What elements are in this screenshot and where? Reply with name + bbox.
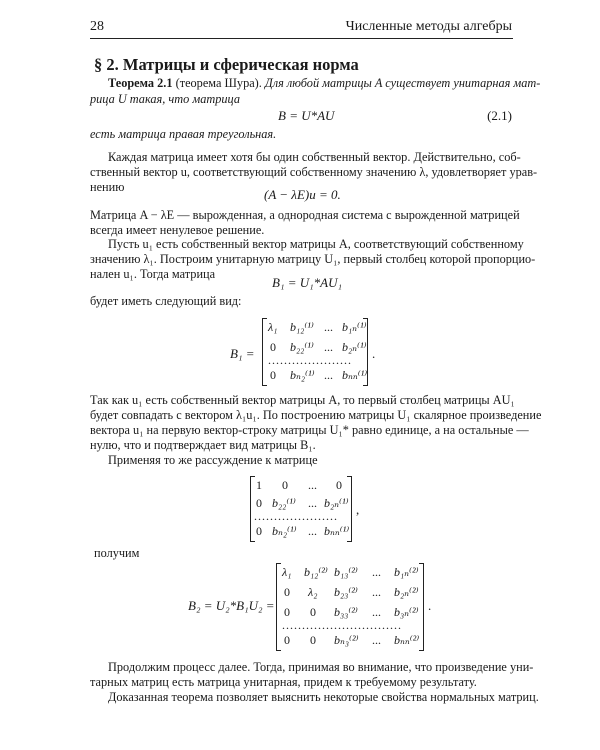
matrix-b1-end: . xyxy=(372,346,376,361)
matrix-b2-label: B₂ = U₂*B₁U₂ = xyxy=(188,598,275,613)
matrix-cell: ... xyxy=(324,320,333,334)
matrix-cell: λ₂ xyxy=(308,585,318,599)
matrix-dot-row: .............................. xyxy=(282,618,402,632)
para4-line-1: получим xyxy=(94,546,140,560)
para5-line-3: Доказанная теорема позволяет выяснить некоторые свойства нормальных матриц. xyxy=(108,690,539,704)
running-title: Численные методы алгебры xyxy=(345,19,512,34)
matrix-cell: 0 xyxy=(256,496,262,510)
left-bracket xyxy=(276,563,281,651)
matrix-cell: b₂₂⁽¹⁾ xyxy=(290,340,314,354)
matrix-cell: b₂ₙ⁽¹⁾ xyxy=(324,496,349,510)
matrix-cell: ... xyxy=(372,633,381,647)
para3-line-3: вектора u₁ на первую вектор-строку матрицы U₁* равно единице, а на остальные — xyxy=(90,423,529,437)
para2-line-2: значению λ₁. Построим унитарную матрицу U₁, первый столбец которой пропорцио- xyxy=(90,252,536,266)
matrix-cell: 0 xyxy=(270,340,276,354)
page-number: 28 xyxy=(90,19,104,34)
theorem-text-1: Для любой матрицы A существует унитарная мат- xyxy=(261,76,541,90)
matrix-cell: ... xyxy=(372,565,381,579)
matrix-cell: 0 xyxy=(284,633,290,647)
matrix-m-end: , xyxy=(356,502,360,517)
matrix-cell: bₙ₂⁽¹⁾ xyxy=(272,524,297,538)
matrix-cell: ... xyxy=(324,368,333,382)
para1-line-2: ственный вектор u, соответствующий собственному значению λ, удовлетворяет урав- xyxy=(90,165,538,179)
matrix-cell: b₂ₙ⁽²⁾ xyxy=(394,585,419,599)
matrix-cell: 0 xyxy=(284,605,290,619)
running-header xyxy=(90,19,512,37)
matrix-cell: 0 xyxy=(284,585,290,599)
matrix-cell: b₂ₙ⁽¹⁾ xyxy=(342,340,367,354)
para1-line-1: Каждая матрица имеет хотя бы один собственный вектор. Действительно, соб- xyxy=(108,150,521,164)
matrix-b2-end: . xyxy=(428,598,432,613)
theorem-label: Теорема 2.1 xyxy=(108,76,173,90)
matrix-cell: b₃ₙ⁽²⁾ xyxy=(394,605,419,619)
eigen-equation: (A − λE)u = 0. xyxy=(264,187,341,202)
header-rule xyxy=(90,38,513,39)
para3-line-2: будет совпадать с вектором λ₁u₁. По построению матрицы U₁ скалярное произведение xyxy=(90,408,542,422)
matrix-cell: ... xyxy=(308,524,317,538)
equation-2-1: B = U*AU xyxy=(278,108,335,123)
matrix-dot-row: ..................... xyxy=(268,353,352,367)
matrix-cell: b₂₃⁽²⁾ xyxy=(334,585,358,599)
section-title: § 2. Матрицы и сферическая норма xyxy=(94,55,359,74)
equation-number-2-1: (2.1) xyxy=(487,108,512,123)
theorem-line-3: есть матрица правая треугольная. xyxy=(90,127,277,141)
matrix-cell: bₙₙ⁽¹⁾ xyxy=(342,368,368,382)
para3-line-1: Так как u₁ есть собственный вектор матрицы A, то первый столбец матрицы AU₁ xyxy=(90,393,515,407)
matrix-cell: b₂₂⁽¹⁾ xyxy=(272,496,296,510)
para5-line-1: Продолжим процесс далее. Тогда, принимая во внимание, что произведение уни- xyxy=(108,660,534,674)
right-bracket xyxy=(419,563,424,651)
matrix-cell: λ₁ xyxy=(282,565,292,579)
b1-equation: B₁ = U₁*AU₁ xyxy=(272,275,342,290)
matrix-b1-label: B₁ = xyxy=(230,346,255,361)
matrix-cell: λ₁ xyxy=(268,320,278,334)
matrix-cell: ... xyxy=(308,478,317,492)
theorem-attribution: (теорема Шура). xyxy=(172,76,262,90)
matrix-cell: bₙ₂⁽¹⁾ xyxy=(290,368,315,382)
para3-line-4: нулю, что и подтверждает вид матрицы B₁. xyxy=(90,438,316,452)
para2-line-4: будет иметь следующий вид: xyxy=(90,294,242,308)
para2-line-1: Пусть u₁ есть собственный вектор матрицы A, соответствующий собственному xyxy=(108,237,524,251)
para3-line-5: Применяя то же рассуждение к матрице xyxy=(108,453,318,467)
matrix-cell: bₙₙ⁽¹⁾ xyxy=(324,524,350,538)
matrix-cell: ... xyxy=(372,605,381,619)
matrix-cell: 0 xyxy=(336,478,342,492)
matrix-b2 xyxy=(276,563,424,651)
matrix-cell: bₙₙ⁽²⁾ xyxy=(394,633,420,647)
para2-line-3: нален u₁. Тогда матрица xyxy=(90,267,216,281)
matrix-m xyxy=(250,476,352,542)
matrix-cell: 0 xyxy=(310,633,316,647)
matrix-cell: 0 xyxy=(310,605,316,619)
matrix-cell: b₁ₙ⁽²⁾ xyxy=(394,565,419,579)
para1-line-3: нению xyxy=(90,180,125,194)
matrix-cell: 0 xyxy=(270,368,276,382)
para1-line-4: Матрица A − λE — вырожденная, а однородная система с вырожденной матрицей xyxy=(90,208,520,222)
matrix-cell: 0 xyxy=(282,478,288,492)
matrix-cell: b₁₂⁽¹⁾ xyxy=(290,320,314,334)
matrix-cell: bₙ₃⁽²⁾ xyxy=(334,633,359,647)
matrix-cell: b₁₂⁽²⁾ xyxy=(304,565,328,579)
matrix-cell: b₃₃⁽²⁾ xyxy=(334,605,358,619)
matrix-cell: 1 xyxy=(256,478,262,492)
para1-line-5: всегда имеет ненулевое решение. xyxy=(90,223,265,237)
matrix-cell: ... xyxy=(372,585,381,599)
matrix-cell: ... xyxy=(324,340,333,354)
matrix-b1 xyxy=(262,318,368,386)
matrix-cell: b₁ₙ⁽¹⁾ xyxy=(342,320,367,334)
matrix-cell: ... xyxy=(308,496,317,510)
theorem-line-2: рица U такая, что матрица xyxy=(90,92,241,106)
theorem-line-1 xyxy=(108,76,541,91)
para5-line-2: тарных матриц есть матрица унитарная, придем к требуемому результату. xyxy=(90,675,477,689)
matrix-cell: 0 xyxy=(256,524,262,538)
matrix-dot-row: ..................... xyxy=(254,509,338,523)
left-bracket xyxy=(262,318,267,386)
matrix-cell: b₁₃⁽²⁾ xyxy=(334,565,358,579)
